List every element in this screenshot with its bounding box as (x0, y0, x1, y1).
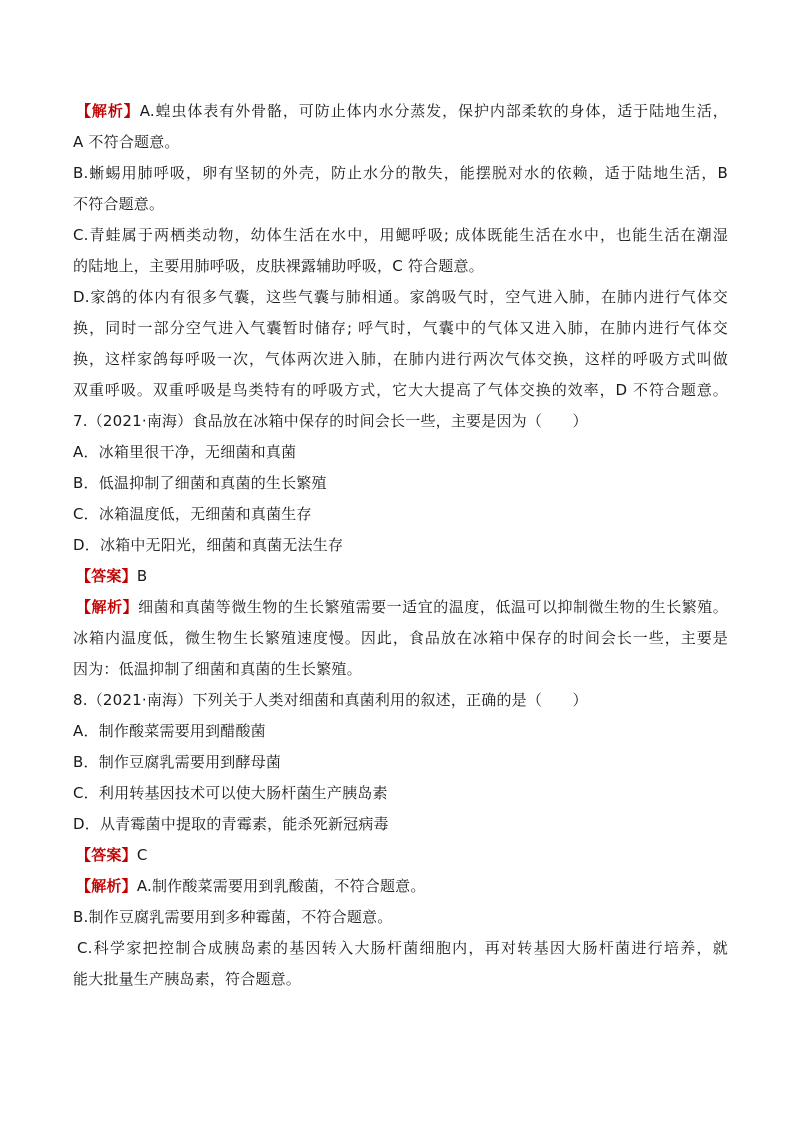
q6-analysis-c1: C.青蛙属于两栖类动物，幼体生活在水中，用鳃呼吸; 成体既能生活在水中，也能生活在潮湿 (73, 226, 728, 244)
q7-option-b: B．低温抑制了细菌和真菌的生长繁殖 (73, 474, 327, 492)
q7-analysis-1: 细菌和真菌等微生物的生长繁殖需要一适宜的温度，低温可以抑制微生物的生长繁殖。 (138, 598, 728, 616)
q6-analysis-d4: 双重呼吸。双重呼吸是鸟类特有的呼吸方式，它大大提高了气体交换的效率，D 不符合题意。 (73, 381, 728, 399)
q8-option-a: A．制作酸菜需要用到醋酸菌 (73, 722, 266, 740)
q8-option-b: B．制作豆腐乳需要用到酵母菌 (73, 753, 282, 771)
q7-option-a: A．冰箱里很干净，无细菌和真菌 (73, 443, 297, 461)
q8-analysis-c1: C.科学家把控制合成胰岛素的基因转入大肠杆菌细胞内，再对转基因大肠杆菌进行培养，就 (77, 939, 728, 957)
q6-analysis-line (73, 96, 728, 127)
q8-answer-line (73, 840, 728, 871)
q6-analysis-d2: 换，同时一部分空气进入气囊暂时储存; 呼气时，气囊中的气体又进入肺，在肺内进行气体交 (73, 319, 728, 337)
q8-analysis-c2: 能大批量生产胰岛素，符合题意。 (73, 970, 302, 988)
answer-tag: 【答案】 (76, 567, 137, 585)
q6-analysis-a2: A 不符合题意。 (73, 133, 180, 151)
q6-analysis-b1: B.蜥蜴用肺呼吸，卵有坚韧的外壳，防止水分的散失，能摆脱对水的依赖，适于陆地生活，B (73, 164, 728, 182)
q8-option-c: C．利用转基因技术可以使大肠杆菌生产胰岛素 (73, 784, 388, 802)
q6-analysis-d3: 换，这样家鸽每呼吸一次，气体两次进入肺，在肺内进行两次气体交换，这样的呼吸方式叫做 (73, 350, 728, 368)
q8-answer: C (136, 846, 148, 864)
q7-answer-line (73, 561, 728, 592)
analysis-tag: 【解析】 (76, 102, 140, 120)
q8-stem: 8.（2021·南海）下列关于人类对细菌和真菌利用的叙述，正确的是（ ） (73, 691, 588, 709)
document-page (73, 96, 728, 995)
q7-analysis-2: 冰箱内温度低，微生物生长繁殖速度慢。因此，食品放在冰箱中保存的时间会长一些，主要是 (73, 629, 728, 647)
q6-analysis-b2: 不符合题意。 (73, 195, 165, 213)
q7-option-c: C．冰箱温度低，无细菌和真菌生存 (73, 505, 312, 523)
q7-analysis-3: 因为：低温抑制了细菌和真菌的生长繁殖。 (73, 660, 362, 678)
analysis-tag: 【解析】 (76, 877, 137, 895)
q7-answer: B (136, 567, 148, 585)
q7-analysis-line (73, 592, 728, 623)
q6-analysis-a1: A.蝗虫体表有外骨骼，可防止体内水分蒸发，保护内部柔软的身体，适于陆地生活， (139, 102, 728, 120)
q7-stem: 7.（2021·南海）食品放在冰箱中保存的时间会长一些，主要是因为（ ） (73, 412, 588, 430)
q6-analysis-c2: 的陆地上，主要用肺呼吸，皮肤裸露辅助呼吸，C 符合题意。 (73, 257, 484, 275)
q6-analysis-d1: D.家鸽的体内有很多气囊，这些气囊与肺相通。家鸽吸气时，空气进入肺，在肺内进行气体交 (73, 288, 728, 306)
analysis-tag: 【解析】 (76, 598, 139, 616)
answer-tag: 【答案】 (76, 846, 137, 864)
q8-option-d: D．从青霉菌中提取的青霉素，能杀死新冠病毒 (73, 815, 389, 833)
q8-analysis-line (73, 871, 728, 902)
q8-analysis-a: A.制作酸菜需要用到乳酸菌，不符合题意。 (136, 877, 426, 895)
q7-option-d: D．冰箱中无阳光，细菌和真菌无法生存 (73, 536, 344, 554)
q8-analysis-b: B.制作豆腐乳需要用到多种霉菌，不符合题意。 (73, 908, 393, 926)
